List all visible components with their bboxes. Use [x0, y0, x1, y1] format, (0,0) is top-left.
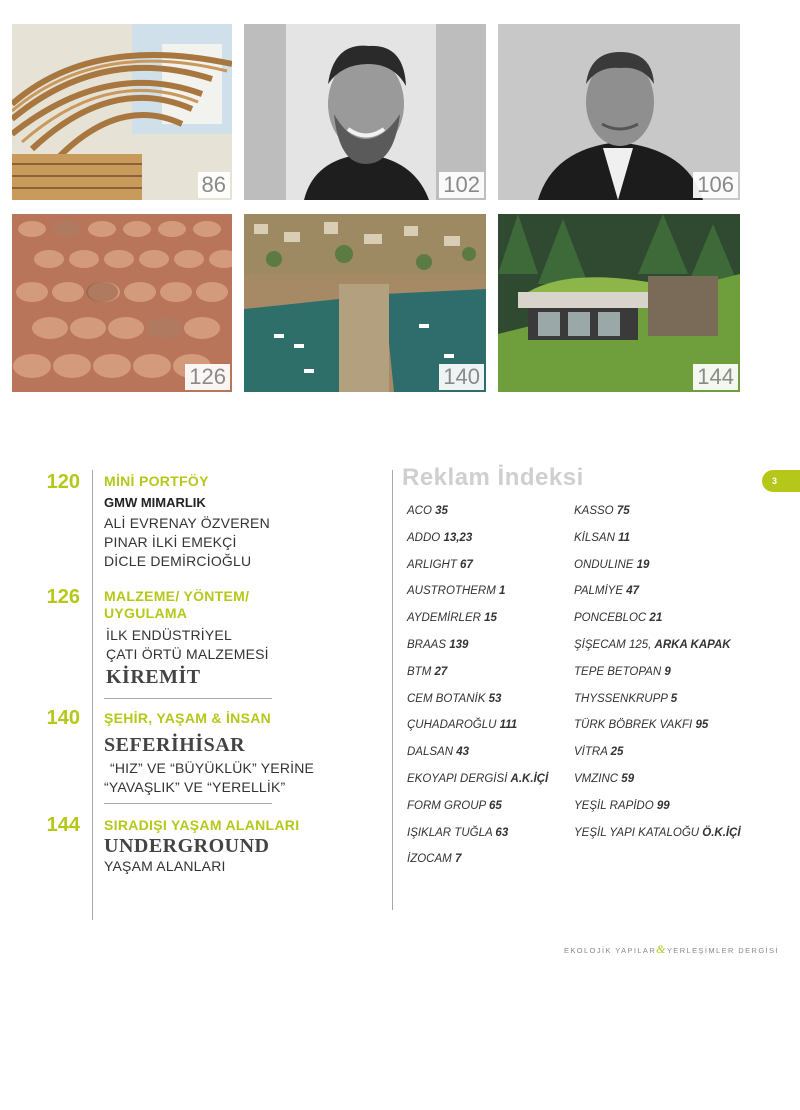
toc-entry-siradisi — [104, 817, 364, 876]
advertiser-page: 95 — [695, 719, 709, 732]
advertiser-page: ARKA KAPAK — [654, 638, 731, 651]
toc-line: “YAVAŞLIK” VE “YERELLİK” — [104, 779, 286, 795]
toc-entry-mini-portfoy — [104, 473, 364, 571]
advertiser-item — [574, 693, 741, 720]
photo-portrait-man-suit — [498, 24, 740, 200]
advertiser-name: ADDO — [407, 531, 441, 544]
toc-line: “HIZ” VE “BÜYÜKLÜK” YERİNE — [110, 760, 315, 776]
toc-headline: SEFERİHİSAR — [104, 734, 246, 756]
toc-category: SIRADIŞI YAŞAM ALANLARI — [104, 817, 300, 833]
photo-roof-tiles — [12, 214, 232, 392]
advertiser-page: 15 — [484, 612, 497, 625]
advertiser-page: Ö.K.İÇİ — [702, 826, 741, 839]
advertiser-page: 13,23 — [443, 531, 473, 544]
photo-spiral-staircase — [12, 24, 232, 200]
advertiser-page: 65 — [489, 799, 502, 812]
footer-magazine-name — [564, 942, 779, 957]
advertiser-item — [407, 693, 548, 720]
advertiser-name: AUSTROTHERM — [407, 585, 496, 598]
advertiser-name: KASSO — [574, 505, 614, 517]
toc-line: YAŞAM ALANLARI — [104, 858, 226, 874]
toc-subtitle: GMW MIMARLIK — [104, 495, 206, 510]
advertiser-name: KİLSAN — [574, 531, 615, 544]
advertiser-index-title: Reklam İndeksi — [402, 464, 584, 491]
advertiser-name: TÜRK BÖBREK VAKFI — [574, 719, 693, 732]
advertiser-page: 1 — [499, 585, 506, 598]
advertiser-name: ARLIGHT — [407, 558, 457, 571]
advertiser-page: 5 — [670, 692, 678, 705]
advertiser-name: VİTRA — [574, 746, 608, 759]
advertiser-page: 75 — [616, 505, 630, 517]
photo-page-number: 86 — [198, 172, 230, 198]
advertiser-page: 25 — [610, 746, 624, 759]
advertiser-item — [407, 585, 548, 612]
advertiser-name: PONCEBLOC — [574, 612, 647, 625]
advertiser-page: 47 — [626, 585, 639, 598]
advertiser-name: BRAAS — [407, 638, 446, 651]
toc-line: ALİ EVRENAY ÖZVEREN — [104, 515, 270, 531]
advertiser-page: 139 — [449, 638, 469, 651]
advertiser-page: 11 — [618, 531, 631, 544]
advertiser-item — [574, 505, 741, 532]
advertiser-list-right — [574, 505, 741, 853]
advertiser-page: 19 — [636, 558, 650, 571]
photo-page-number: 102 — [439, 172, 484, 198]
photo-portrait-bearded-man — [244, 24, 486, 200]
advertiser-item — [407, 639, 548, 666]
advertiser-name: THYSSENKRUPP — [574, 692, 668, 705]
advertiser-item — [407, 773, 548, 800]
toc-page-number: 126 — [46, 586, 80, 608]
advertiser-name: IŞIKLAR TUĞLA — [407, 826, 493, 839]
advertiser-item — [574, 719, 741, 746]
toc-entry-sehir — [104, 710, 364, 797]
advertiser-item — [407, 666, 548, 693]
advertiser-item — [407, 719, 548, 746]
advertiser-item — [574, 639, 741, 666]
toc-page-number: 144 — [46, 814, 80, 836]
advertiser-item — [407, 505, 548, 532]
advertiser-page: 67 — [460, 558, 473, 571]
index-vertical-rule — [392, 470, 393, 910]
advertiser-page: 21 — [649, 612, 663, 625]
advertiser-name: EKOYAPI DERGİSİ — [407, 772, 508, 785]
advertiser-name: ŞİŞECAM 125, — [574, 638, 652, 651]
toc-category: ŞEHİR, YAŞAM & İNSAN — [104, 710, 272, 726]
advertiser-name: TEPE BETOPAN — [574, 665, 662, 678]
photo-page-number: 126 — [185, 364, 230, 390]
footer-left: EKOLOJİK YAPILAR — [564, 946, 657, 955]
advertiser-name: ÇUHADAROĞLU — [407, 719, 497, 732]
advertiser-item — [574, 559, 741, 586]
advertiser-name: İZOCAM — [407, 853, 452, 866]
toc-divider — [104, 698, 272, 699]
toc-entry-malzeme — [104, 588, 364, 688]
advertiser-name: BTM — [407, 665, 432, 678]
toc-line: DİCLE DEMİRCİOĞLU — [104, 553, 252, 569]
advertiser-page: 35 — [435, 505, 448, 517]
advertiser-item — [407, 853, 548, 880]
advertiser-name: FORM GROUP — [407, 799, 486, 812]
advertiser-item — [407, 827, 548, 854]
advertiser-item — [574, 827, 741, 854]
advertiser-list-left — [407, 505, 548, 880]
advertiser-name: DALSAN — [407, 746, 454, 759]
advertiser-name: PALMİYE — [574, 585, 623, 598]
advertiser-page: 63 — [495, 826, 509, 839]
footer-ampersand: & — [656, 942, 667, 956]
advertiser-item — [574, 773, 741, 800]
advertiser-name: AYDEMİRLER — [407, 612, 481, 625]
advertiser-item — [574, 532, 741, 559]
advertiser-item — [407, 559, 548, 586]
advertiser-page: 7 — [454, 853, 462, 866]
advertiser-item — [407, 746, 548, 773]
toc-line: İLK ENDÜSTRİYEL — [106, 627, 232, 643]
advertiser-item — [407, 800, 548, 827]
advertiser-page: 111 — [499, 719, 518, 732]
advertiser-name: ONDULINE — [574, 558, 634, 571]
toc-category-line: MALZEME/ YÖNTEM/ — [104, 588, 250, 604]
advertiser-name: ACO — [407, 505, 432, 517]
advertiser-item — [574, 800, 741, 827]
advertiser-item — [574, 746, 741, 773]
toc-page-number: 140 — [46, 707, 80, 729]
advertiser-item — [407, 612, 548, 639]
toc-category: MİNİ PORTFÖY — [104, 473, 209, 489]
advertiser-item — [574, 666, 741, 693]
toc-line: PINAR İLKİ EMEKÇİ — [104, 534, 237, 550]
toc-vertical-rule — [92, 470, 93, 920]
footer-right: YERLEŞİMLER DERGİSİ — [666, 946, 779, 955]
toc-category-line: UYGULAMA — [104, 605, 188, 621]
photo-page-number: 106 — [693, 172, 738, 198]
page-number-tab: 3 — [762, 470, 800, 492]
toc-headline: KİREMİT — [106, 666, 201, 688]
advertiser-name: CEM BOTANİK — [407, 692, 486, 705]
advertiser-name: YEŞİL YAPI KATALOĞU — [574, 826, 700, 839]
advertiser-page: 53 — [488, 692, 502, 705]
advertiser-item — [574, 612, 741, 639]
advertiser-page: 59 — [621, 772, 635, 785]
toc-page-number: 120 — [46, 471, 80, 493]
toc-line: ÇATI ÖRTÜ MALZEMESİ — [106, 646, 269, 662]
advertiser-page: 9 — [664, 665, 671, 678]
advertiser-item — [407, 532, 548, 559]
advertiser-page: 43 — [456, 746, 470, 759]
advertiser-page: 27 — [434, 665, 448, 678]
photo-underground-house — [498, 214, 740, 392]
advertiser-page: A.K.İÇİ — [510, 772, 549, 785]
photo-page-number: 140 — [439, 364, 484, 390]
advertiser-page: 99 — [656, 799, 670, 812]
photo-page-number: 144 — [693, 364, 738, 390]
photo-harbor-aerial — [244, 214, 486, 392]
advertiser-name: VMZINC — [574, 772, 619, 785]
advertiser-item — [574, 585, 741, 612]
toc-divider — [104, 803, 272, 804]
toc-headline: UNDERGROUND — [104, 835, 270, 857]
advertiser-name: YEŞİL RAPİDO — [574, 799, 654, 812]
